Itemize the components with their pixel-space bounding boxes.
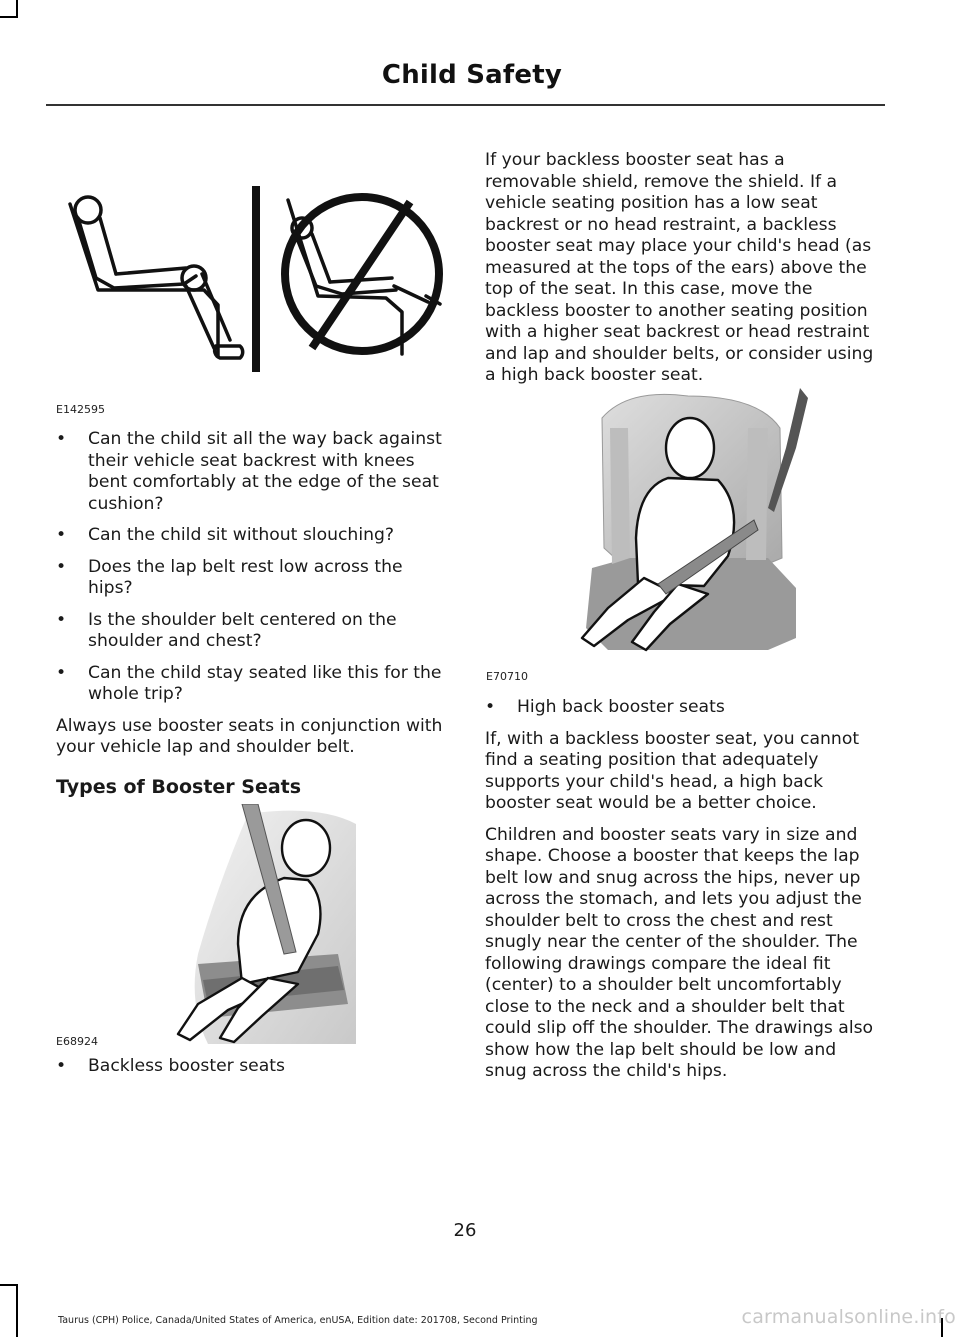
left-column [56, 429, 452, 798]
figure-code-e142595: E142595 [56, 403, 105, 416]
checklist-item: • Does the lap belt rest low across the hips? [56, 556, 403, 598]
high-back-list [485, 697, 883, 719]
crop-mark-top-left [0, 16, 18, 18]
backless-label-block [56, 1056, 452, 1088]
high-back-booster-illustration [568, 388, 808, 668]
bullet: • [56, 1056, 67, 1076]
list-item: • High back booster seats [485, 697, 725, 717]
bullet: • [56, 662, 67, 683]
checklist-item: • Is the shoulder belt centered on the shoulder and chest? [56, 609, 397, 651]
bullet: • [485, 697, 496, 717]
crop-mark-bottom-left [0, 1284, 18, 1286]
backless-booster-figure [168, 804, 358, 1044]
figure-code-e70710: E70710 [486, 670, 528, 683]
crop-mark-bottom-left [16, 1284, 18, 1337]
backless-booster-illustration [168, 804, 358, 1044]
list-item: • Backless booster seats [56, 1056, 285, 1076]
bullet: • [56, 609, 67, 630]
types-of-booster-seats-heading: Types of Booster Seats [56, 775, 302, 798]
booster-fit-checklist [56, 429, 452, 706]
bullet: • [56, 556, 67, 577]
removable-shield-paragraph: If your backless booster seat has a removable shield, remove the shield. If a vehicle seating position has a low seat backrest or no head restraint, a backless booster seat may place your child's head (as measured at the tops of the ears) above the top of the seat. In this case, move the backless booster to another seating position with a higher seat backrest or head restraint and lap and shoulder belts, or consider using a high back booster seat. [485, 150, 874, 385]
checklist-item: • Can the child sit without slouching? [56, 525, 395, 545]
seat-posture-figure [56, 178, 456, 373]
high-back-booster-figure [568, 388, 808, 668]
page-number: 26 [453, 1220, 477, 1241]
right-column-top [485, 150, 881, 397]
header-rule [46, 104, 885, 106]
high-back-paragraph: If, with a backless booster seat, you cannot find a seating position that adequately supports your child's head, a high back booster seat would be a better choice. [485, 728, 860, 813]
footer-edition-text: Taurus (CPH) Police, Canada/United States of America, enUSA, Edition date: 201708, Second Printing [58, 1315, 538, 1326]
booster-fit-paragraph: Children and booster seats vary in size and shape. Choose a booster that keeps the lap belt low and snug across the hips, never up across the stomach, and lets you adjust the shoulder belt to cross the chest and rest snugly near the center of the shoulder. The following drawings compare the ideal fit (center) to a shoulder belt uncomfortably close to the neck and a shoulder belt that could slip off the shoulder. The drawings also show how the lap belt should be low and snug across the child's hips. [485, 824, 874, 1081]
bullet: • [56, 429, 67, 449]
seat-posture-illustration [56, 178, 456, 373]
page-title: Child Safety [381, 60, 562, 90]
watermark: carmanualsonline.info [741, 1306, 956, 1328]
checklist-item: • Can the child sit all the way back against their vehicle seat backrest with knees bent comfortably at the edge of the seat cushion? [56, 429, 442, 514]
figure-code-e68924: E68924 [56, 1035, 98, 1048]
bullet: • [56, 525, 67, 545]
checklist-item: • Can the child stay seated like this for the whole trip? [56, 662, 442, 704]
backless-list [56, 1056, 452, 1078]
right-column-bottom [485, 697, 883, 1093]
always-use-paragraph: Always use booster seats in conjunction with your vehicle lap and shoulder belt. [56, 715, 443, 757]
